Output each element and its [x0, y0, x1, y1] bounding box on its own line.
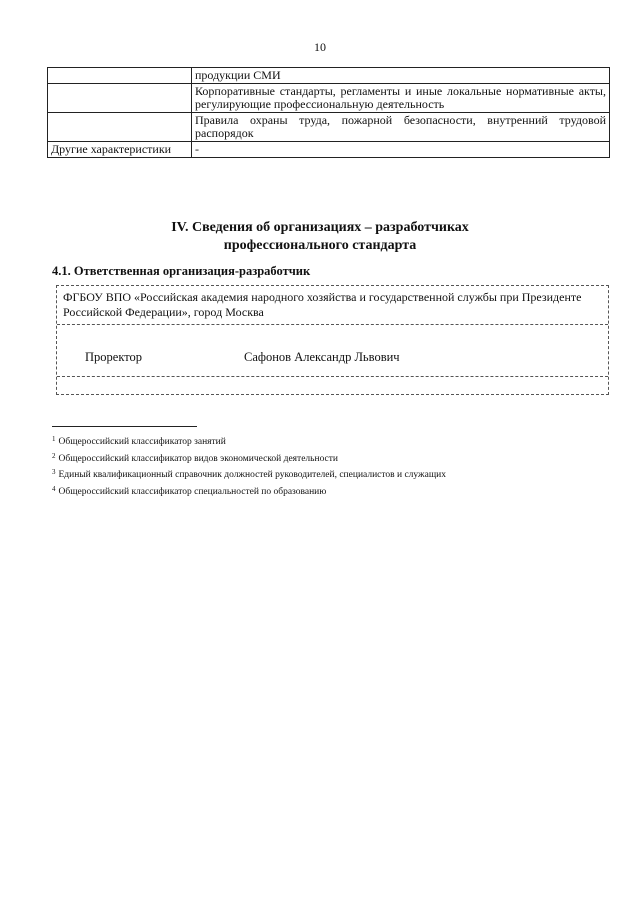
footnote-text: Общероссийский классификатор специальностей по образованию	[58, 486, 327, 497]
footnote	[52, 450, 446, 467]
footnote-rule	[52, 426, 197, 427]
section-heading	[0, 219, 640, 255]
footnote-text: Единый квалификационный справочник должностей руководителей, специалистов и служащих	[58, 470, 446, 480]
footnote-mark: 2	[52, 451, 56, 460]
footnote-mark: 3	[52, 468, 56, 476]
organization-name: ФГБОУ ВПО «Российская академия народного хозяйства и государственной службы при Президенте Российской Федерации», город Москва	[63, 290, 582, 319]
table-row	[48, 84, 610, 113]
table-row	[48, 68, 610, 84]
table-row	[48, 142, 610, 158]
footnote	[52, 483, 446, 500]
organization-box	[56, 285, 609, 395]
table-cell-right: Правила охраны труда, пожарной безопасности, внутренний трудовой распорядок	[192, 113, 610, 142]
footnotes	[52, 433, 446, 499]
table-cell-left	[48, 68, 192, 84]
organization-divider	[57, 324, 608, 325]
signature-divider	[57, 376, 608, 377]
footnote-mark: 4	[52, 484, 56, 493]
table-row	[48, 113, 610, 142]
section-heading-line-1: IV. Сведения об организациях – разработчиках	[171, 220, 469, 235]
characteristics-table	[47, 67, 610, 158]
signer-name: Сафонов Александр Львович	[244, 350, 400, 364]
table-cell-right: -	[192, 142, 610, 158]
table-cell-left	[48, 84, 192, 113]
page-number: 10	[314, 40, 326, 54]
footnote	[52, 466, 446, 483]
signer-role: Проректор	[85, 350, 143, 364]
table-cell-right: Корпоративные стандарты, регламенты и иные локальные нормативные акты, регулирующие профессиональную деятельность	[192, 84, 610, 113]
subsection-title: 4.1. Ответственная организация-разработчик	[52, 264, 311, 278]
table-cell-right: продукции СМИ	[192, 68, 610, 84]
table-cell-left	[48, 113, 192, 142]
section-heading-line-2: профессионального стандарта	[223, 238, 417, 253]
footnote-mark: 1	[52, 435, 56, 443]
footnote-text: Общероссийский классификатор видов экономической деятельности	[58, 453, 339, 464]
table-cell-left: Другие характеристики	[48, 142, 192, 158]
footnote	[52, 433, 446, 450]
footnote-text: Общероссийский классификатор занятий	[58, 437, 226, 447]
